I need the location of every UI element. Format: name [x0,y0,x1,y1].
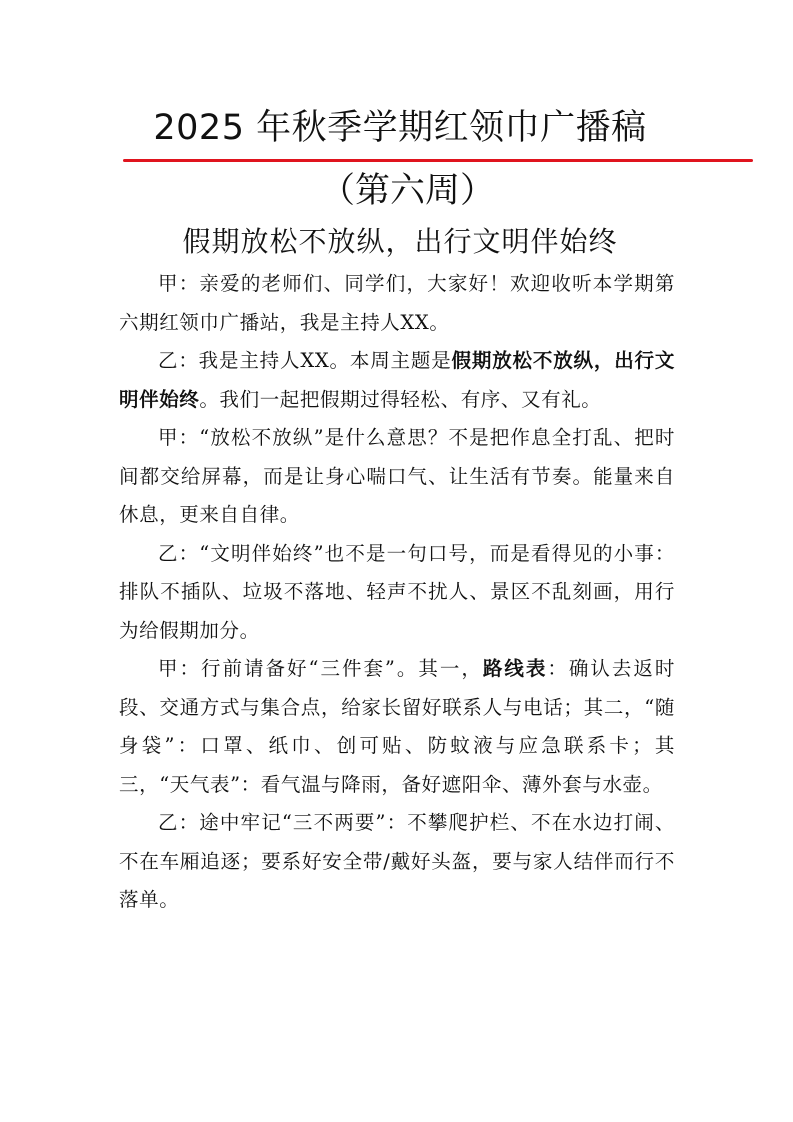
paragraph-6: 乙：途中牢记“三不两要”：不攀爬护栏、不在水边打闹、不在车厢追逐；要系好安全带/戴好头盔，要与家人结伴而行不落单。 [119,811,675,911]
title-rule [123,159,753,162]
paragraph-2-text-a: 乙：我是主持人XX。本周主题是 [158,349,452,372]
paragraph-3: 甲：“放松不放纵”是什么意思？不是把作息全打乱、把时间都交给屏幕，而是让身心喘口气、让生活有节奏。能量来自休息，更来自自律。 [119,426,675,526]
document-subtitle: （第六周） [320,171,496,211]
document-body [119,265,675,920]
topic-heading: 假期放松不放纵，出行文明伴始终 [182,225,618,258]
paragraph-2-text-c: 。我们一起把假期过得轻松、有序、又有礼。 [199,387,602,411]
paragraph-5-text-c: ：确认去返时段、交通方式与集合点，给家长留好联系人与电话；其二，“随身袋”：口罩、纸巾、创可贴、防蚊液与应急联系卡；其三，“天气表”：看气温与降雨，备好遮阳伞、薄外套与水壶。 [119,657,675,796]
document-title: 2025 年秋季学期红领巾广播稿 [153,108,647,148]
paragraph-2 [119,342,675,419]
paragraph-5-bold-route: 路线表 [482,657,548,680]
paragraph-5 [119,650,675,804]
paragraph-1: 甲：亲爱的老师们、同学们，大家好！欢迎收听本学期第六期红领巾广播站，我是主持人XX。 [119,272,675,334]
paragraph-5-text-a: 甲：行前请备好“三件套”。其一， [158,657,483,680]
paragraph-4: 乙：“文明伴始终”也不是一句口号，而是看得见的小事：排队不插队、垃圾不落地、轻声不扰人、景区不乱刻画，用行为给假期加分。 [119,541,675,642]
paragraph-2-bold-theme: 假期放松不放纵，出行文明伴始终 [119,349,675,411]
